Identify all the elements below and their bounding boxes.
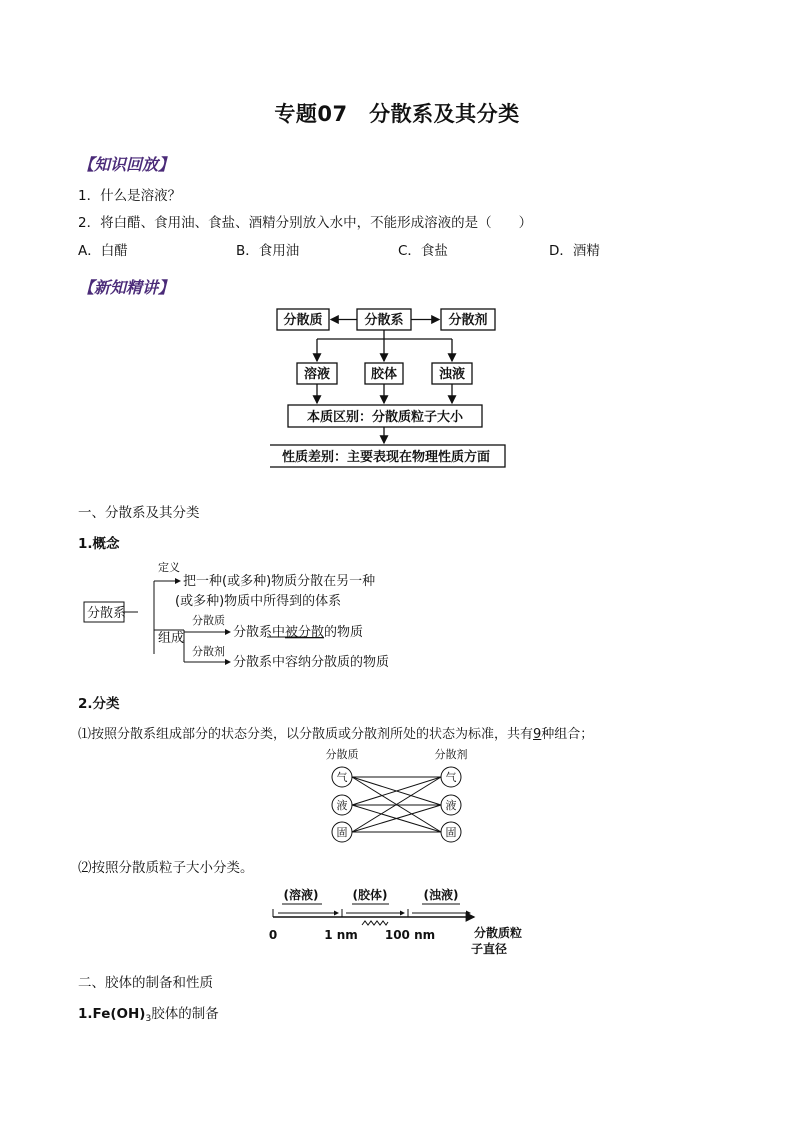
option-c: C．食盐 — [398, 243, 448, 259]
def-label: 定义 — [158, 561, 180, 574]
scale-label-solution: (溶液) — [283, 888, 319, 902]
part1-heading: 一、分散系及其分类 — [78, 505, 200, 521]
page-title: 专题07 分散系及其分类 — [274, 102, 520, 126]
tick-0: 0 — [268, 928, 278, 942]
dispersoid-desc-pre: 分散系中 — [233, 625, 286, 640]
class2-text: ⑵按照分散质粒子大小分类。 — [78, 860, 254, 876]
flow-suspension: 浊液 — [438, 367, 466, 382]
scale-label-suspension: (浊液) — [423, 888, 459, 902]
states-diagram — [318, 746, 478, 844]
state-left-liquid: 液 — [336, 799, 348, 812]
flow-colloid: 胶体 — [370, 367, 398, 382]
state-right-solid: 固 — [445, 826, 457, 839]
axis-label-line1: 分散质粒 — [473, 926, 523, 940]
concept-heading-text: 1.概念 — [78, 536, 120, 552]
part2-heading: 二、胶体的制备和性质 — [78, 975, 213, 991]
scale-label-colloid: (胶体) — [352, 888, 388, 902]
class1-pre: ⑴按照分散系组成部分的状态分类，以分散质或分散剂所处的状态为标准，共有 — [78, 727, 534, 742]
def-line2: (或多种)物质中所得到的体系 — [175, 594, 342, 609]
medium-label: 分散剂 — [192, 645, 225, 658]
state-left-gas: 气 — [336, 771, 348, 784]
class-heading — [78, 692, 120, 712]
particle-size-scale — [262, 880, 542, 960]
state-left-solid: 固 — [336, 826, 348, 839]
question-2: 2．将白醋、食用油、食盐、酒精分别放入水中，不能形成溶液的是（ ） — [78, 215, 533, 231]
part2-sub1-pre: 1.Fe(OH) — [78, 1006, 146, 1022]
part2-sub1-subscript: 3 — [145, 1014, 152, 1024]
class1-num: 9 — [533, 727, 542, 742]
comp-label: 组成 — [158, 631, 185, 646]
medium-desc: 分散系中容纳分散质的物质 — [233, 655, 390, 670]
concept-heading — [78, 532, 120, 552]
dispersoid-desc — [233, 624, 363, 640]
dispersoid-desc-post: 的物质 — [324, 625, 364, 640]
concept-tree — [80, 556, 400, 674]
part2-sub1-post: 胶体的制备 — [151, 1006, 219, 1022]
class1-post: 种组合； — [541, 727, 594, 742]
flow-medium: 分散剂 — [448, 313, 488, 328]
state-right-liquid: 液 — [445, 799, 457, 812]
states-right-title: 分散剂 — [434, 748, 468, 761]
flow-dispersoid: 分散质 — [283, 313, 323, 328]
question-1: 1．什么是溶液？ — [78, 188, 182, 204]
dispersoid-desc-ul: 被分散 — [285, 625, 325, 640]
def-line1: 把一种(或多种)物质分散在另一种 — [183, 574, 376, 589]
option-d: D．酒精 — [549, 243, 600, 259]
axis-label-line2: 子直径 — [470, 942, 508, 956]
states-left-title: 分散质 — [325, 748, 359, 761]
option-b: B．食用油 — [236, 243, 300, 259]
dispersoid-label: 分散质 — [192, 614, 225, 627]
state-right-gas: 气 — [445, 771, 457, 784]
flow-solution: 溶液 — [303, 367, 331, 382]
tick-100nm: 100 nm — [384, 928, 436, 942]
classification-flowchart — [270, 303, 530, 473]
lecture-heading: 【新知精讲】 — [78, 278, 175, 297]
concept-root: 分散系 — [87, 606, 127, 621]
option-a: A．白醋 — [78, 243, 128, 259]
part2-sub1 — [78, 1002, 219, 1022]
class-heading-text: 2.分类 — [78, 696, 120, 712]
class1-text — [78, 723, 593, 742]
flow-essence: 本质区别：分散质粒子大小 — [306, 410, 464, 425]
flow-property: 性质差别：主要表现在物理性质方面 — [281, 450, 491, 465]
tick-1nm: 1 nm — [324, 928, 358, 942]
review-heading: 【知识回放】 — [78, 155, 175, 174]
flow-system: 分散系 — [364, 313, 404, 328]
